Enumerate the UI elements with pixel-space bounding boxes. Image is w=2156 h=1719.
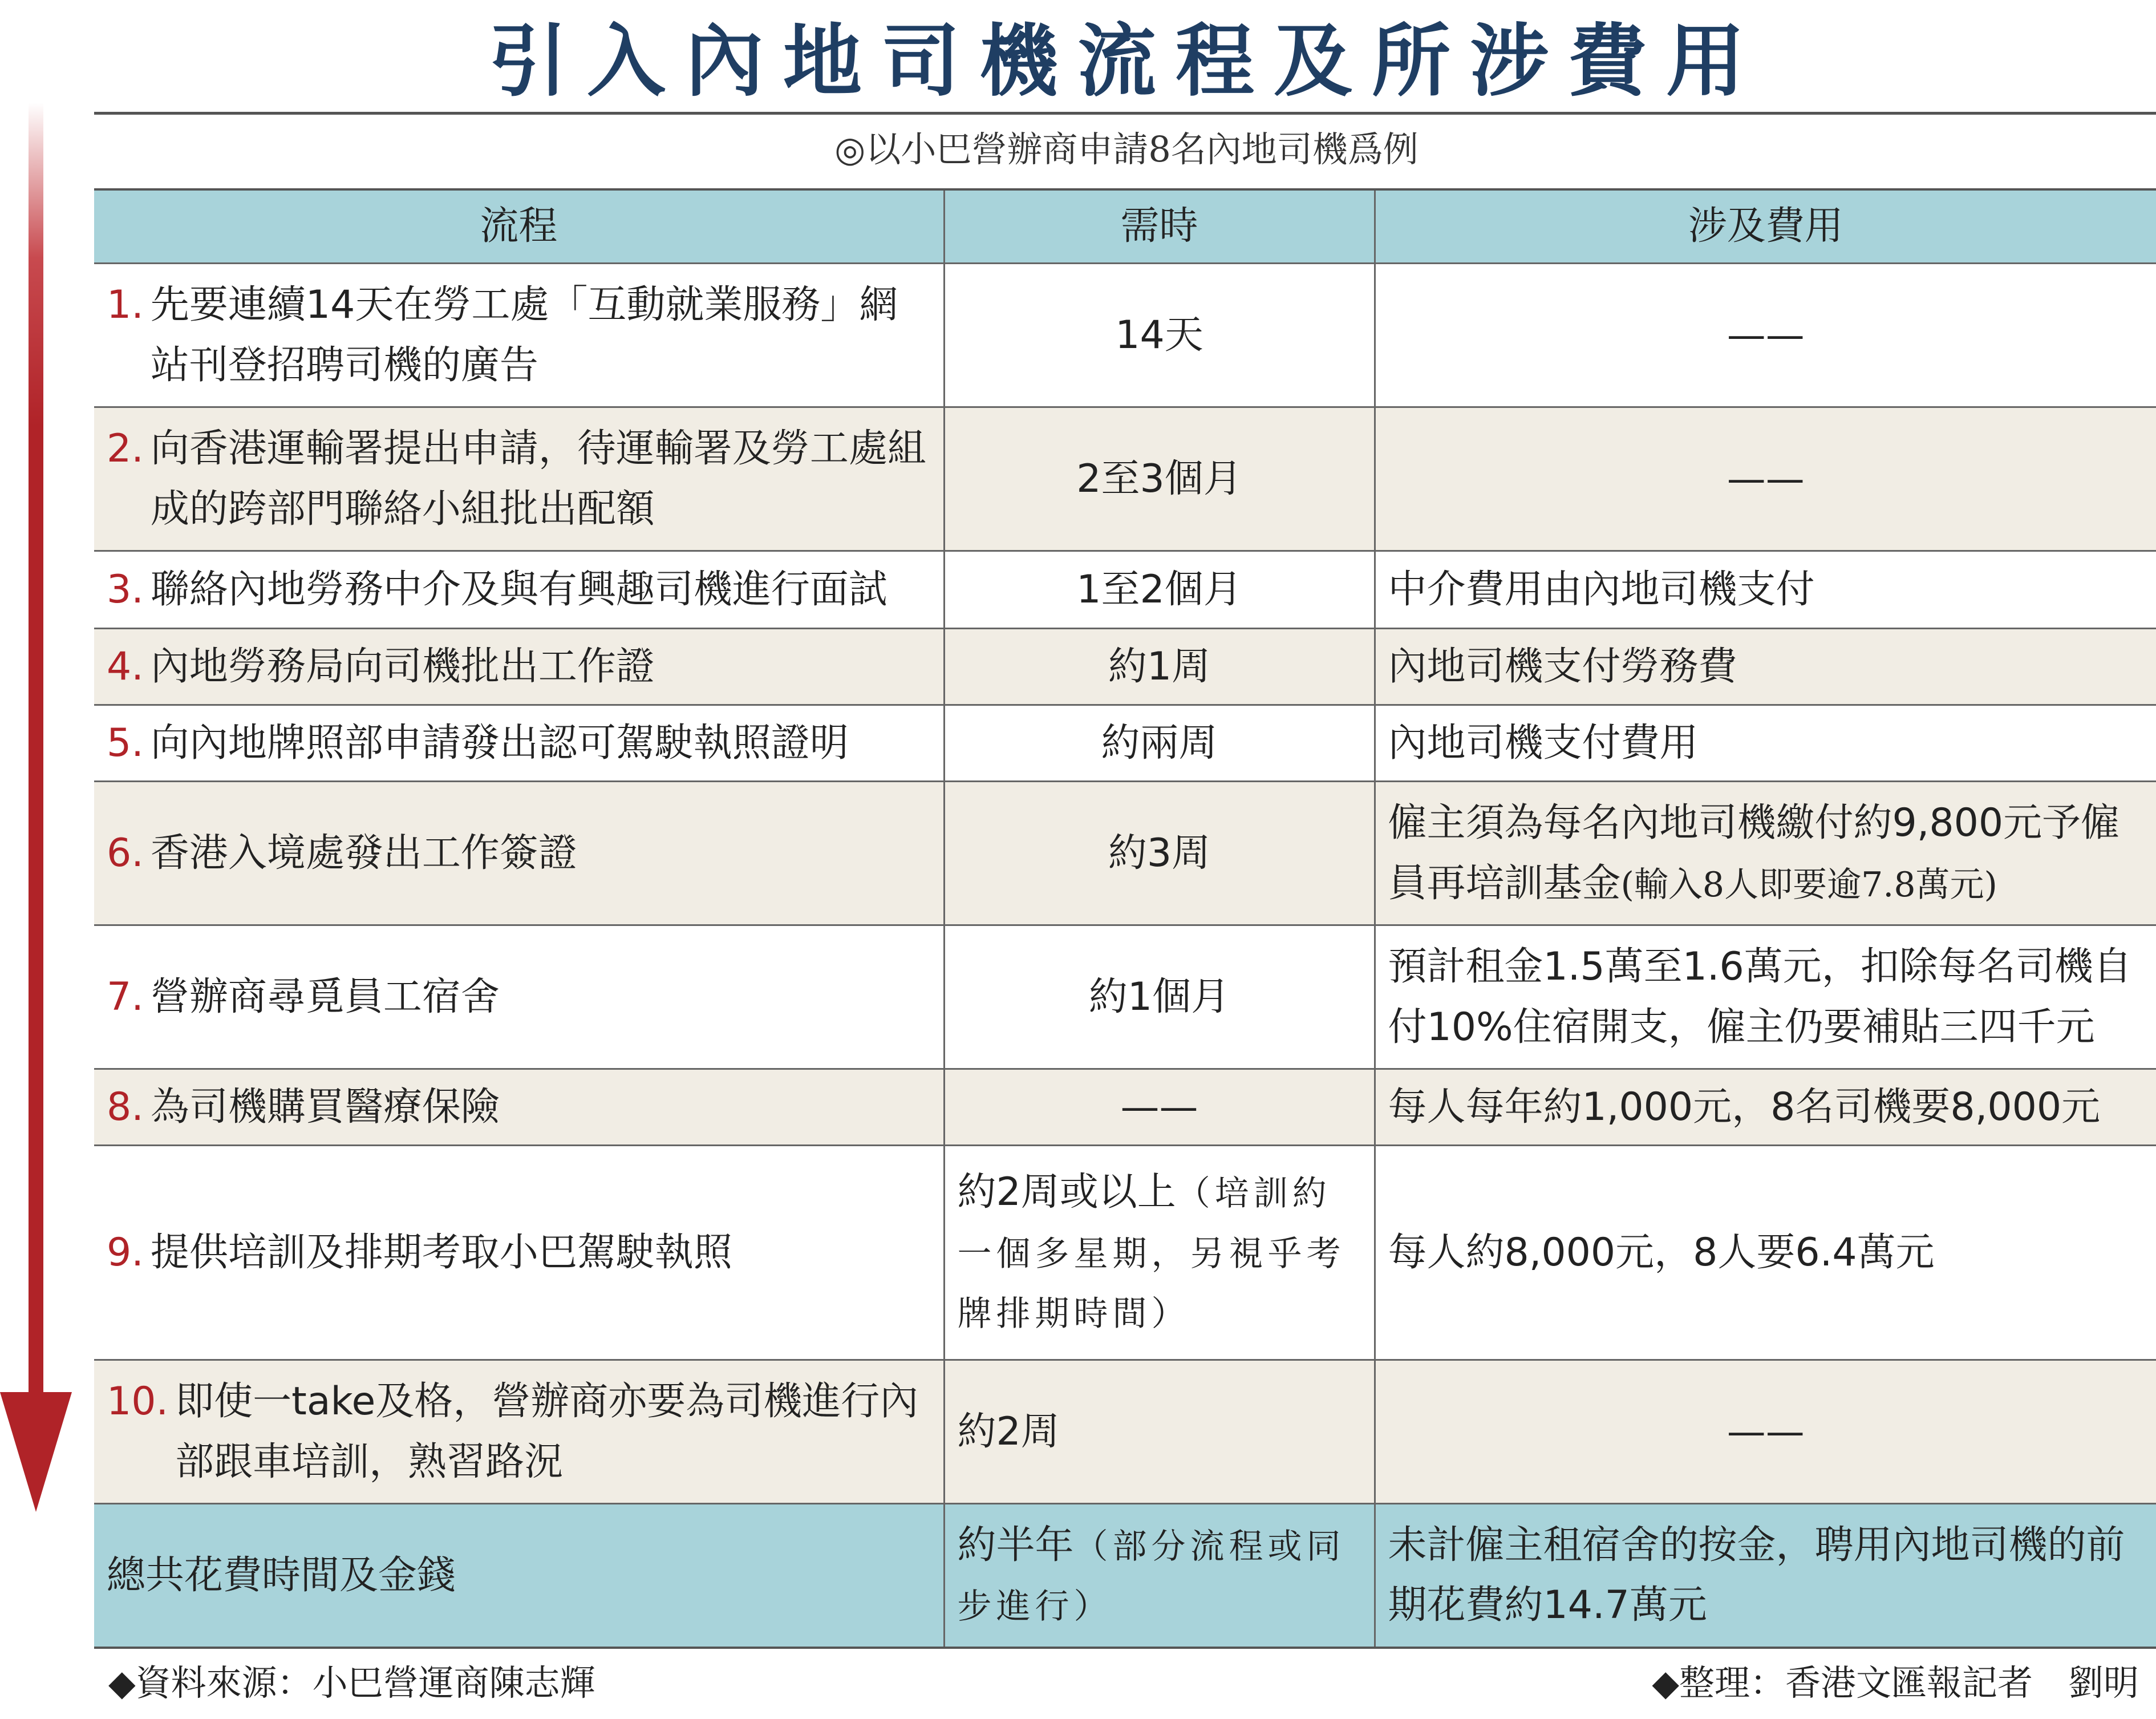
time-value: 約1周 <box>1108 644 1211 689</box>
time-cell <box>944 705 1375 782</box>
cost-cell <box>1375 629 2156 705</box>
time-value: —— <box>1120 1084 1198 1130</box>
table-row <box>94 925 2156 1069</box>
step-number: 7. <box>107 974 144 1020</box>
cost-cell <box>1375 782 2156 925</box>
time-value: 約2周 <box>957 1409 1060 1454</box>
step-number: 3. <box>107 567 144 612</box>
process-step <box>107 713 931 773</box>
process-step <box>107 1223 931 1283</box>
process-cell <box>94 1069 944 1146</box>
cost-cell <box>1375 264 2156 407</box>
time-cell <box>944 782 1375 925</box>
column-header-process: 流程 <box>94 189 944 264</box>
step-number: 1. <box>107 282 144 328</box>
total-cost: 未計僱主租宿舍的按金，聘用內地司機的前期花費約14.7萬元 <box>1375 1504 2156 1648</box>
cost-value: 每人每年約1,000元，8名司機要8,000元 <box>1388 1084 2101 1130</box>
cost-value: 僱主須為每名內地司機繳付約9,800元予僱員再培訓基金 <box>1388 800 2120 906</box>
step-description: 香港入境處發出工作簽證 <box>150 830 577 876</box>
process-table <box>94 188 2156 1649</box>
cost-value: —— <box>1727 312 1805 358</box>
table-row <box>94 551 2156 629</box>
cost-cell <box>1375 1146 2156 1360</box>
footer-source: ◆資料來源：小巴營運商陳志輝 <box>108 1662 595 1704</box>
time-cell <box>944 264 1375 407</box>
step-number: 8. <box>107 1084 144 1130</box>
time-note: （培訓約一個多星期，另視乎考牌排期時間） <box>957 1174 1346 1334</box>
column-header-cost: 涉及費用 <box>1375 189 2156 264</box>
cost-value: —— <box>1727 456 1805 501</box>
cost-value: 每人約8,000元，8人要6.4萬元 <box>1388 1229 1935 1275</box>
time-cell <box>944 1360 1375 1504</box>
process-cell <box>94 1360 944 1504</box>
cost-cell <box>1375 925 2156 1069</box>
step-description: 內地勞務局向司機批出工作證 <box>150 644 655 689</box>
process-flow-arrow-icon <box>0 103 91 1512</box>
process-cell <box>94 705 944 782</box>
step-number: 2. <box>107 426 144 472</box>
cost-value: 內地司機支付費用 <box>1388 720 1699 766</box>
cost-value: —— <box>1727 1409 1805 1454</box>
step-number: 4. <box>107 644 144 689</box>
table-row <box>94 782 2156 925</box>
time-cell <box>944 1069 1375 1146</box>
cost-cell <box>1375 1360 2156 1504</box>
time-value: 約1個月 <box>1088 974 1230 1020</box>
footer-credit: ◆整理：香港文匯報記者 劉明 <box>1652 1662 2139 1704</box>
table-header-row <box>94 189 2156 264</box>
cost-cell <box>1375 705 2156 782</box>
cost-cell <box>1375 407 2156 551</box>
step-number: 9. <box>107 1229 144 1275</box>
time-cell <box>944 1146 1375 1360</box>
page-title: 引入內地司機流程及所涉費用 <box>488 15 1764 107</box>
time-value: 約2周或以上 <box>957 1170 1176 1215</box>
step-description: 向內地牌照部申請發出認可駕駛執照證明 <box>150 720 849 766</box>
table-row <box>94 705 2156 782</box>
process-step <box>107 823 931 883</box>
column-header-time: 需時 <box>944 189 1375 264</box>
process-cell <box>94 925 944 1069</box>
step-description: 營辦商尋覓員工宿舍 <box>150 974 500 1020</box>
cost-cell <box>1375 1069 2156 1146</box>
time-value: 2至3個月 <box>1076 456 1242 501</box>
step-number: 5. <box>107 720 144 766</box>
process-step <box>107 419 931 539</box>
cost-value: 預計租金1.5萬至1.6萬元，扣除每名司機自付10%住宿開支，僱主仍要補貼三四千元 <box>1388 944 2132 1050</box>
process-cell <box>94 407 944 551</box>
subtitle: ◎以小巴營辦商申請8名內地司機爲例 <box>834 128 1419 170</box>
table-row <box>94 1069 2156 1146</box>
process-step <box>107 1077 931 1137</box>
table-row <box>94 1146 2156 1360</box>
step-description: 向香港運輸署提出申請，待運輸署及勞工處組成的跨部門聯絡小組批出配額 <box>150 426 926 532</box>
time-cell <box>944 551 1375 629</box>
time-cell <box>944 407 1375 551</box>
step-description: 先要連續14天在勞工處「互動就業服務」網站刊登招聘司機的廣告 <box>150 282 898 388</box>
time-cell <box>944 925 1375 1069</box>
process-rows <box>94 264 2156 1504</box>
total-time-note: （部分流程或同步進行） <box>957 1526 1346 1627</box>
total-row <box>94 1504 2156 1648</box>
process-step <box>107 637 931 697</box>
table-row <box>94 407 2156 551</box>
step-number: 6. <box>107 830 144 876</box>
table-row <box>94 629 2156 705</box>
process-cell <box>94 629 944 705</box>
process-step <box>107 275 931 395</box>
process-step <box>107 967 931 1027</box>
process-cell <box>94 1146 944 1360</box>
step-description: 即使一take及格，營辦商亦要為司機進行內部跟車培訓，熟習路況 <box>175 1379 919 1485</box>
table-row <box>94 264 2156 407</box>
time-value: 1至2個月 <box>1076 567 1242 612</box>
table-row <box>94 1360 2156 1504</box>
total-time <box>944 1504 1375 1648</box>
process-cell <box>94 264 944 407</box>
step-number: 10. <box>107 1379 169 1425</box>
step-description: 為司機購買醫療保險 <box>150 1084 500 1130</box>
process-step <box>107 1372 931 1492</box>
cost-value: 內地司機支付勞務費 <box>1388 644 1737 689</box>
time-value: 14天 <box>1115 312 1203 358</box>
title-divider <box>94 112 2156 115</box>
process-cell <box>94 782 944 925</box>
process-cell <box>94 551 944 629</box>
cost-value: 中介費用由內地司機支付 <box>1388 567 1815 612</box>
total-time-value: 約半年 <box>957 1522 1074 1568</box>
time-cell <box>944 629 1375 705</box>
cost-cell <box>1375 551 2156 629</box>
step-description: 聯絡內地勞務中介及與有興趣司機進行面試 <box>150 567 887 612</box>
time-value: 約3周 <box>1108 830 1211 876</box>
time-value: 約兩周 <box>1101 720 1218 766</box>
cost-note: (輸入8人即要逾7.8萬元) <box>1620 864 1997 905</box>
process-step <box>107 560 931 620</box>
step-description: 提供培訓及排期考取小巴駕駛執照 <box>150 1229 732 1275</box>
total-label: 總共花費時間及金錢 <box>94 1504 944 1648</box>
